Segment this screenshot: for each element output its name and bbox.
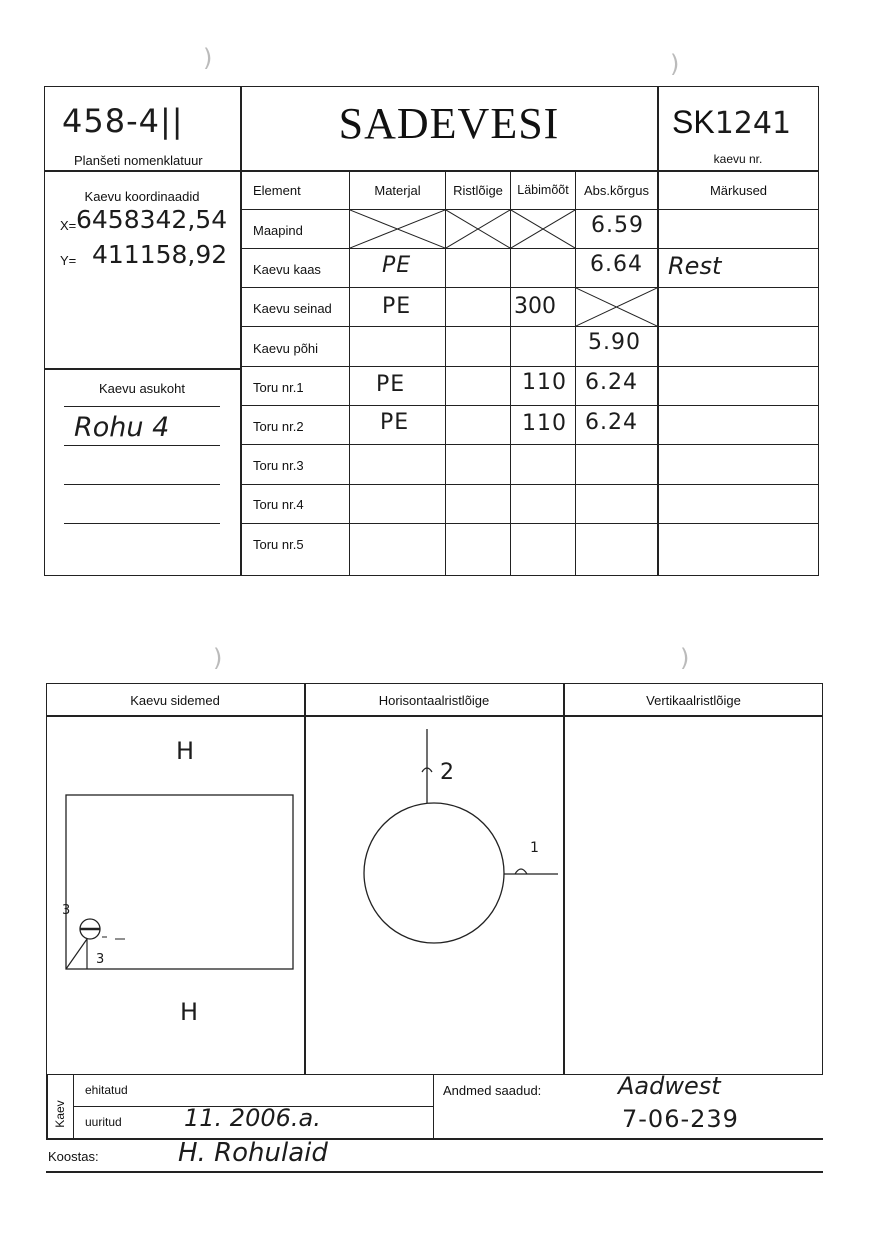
- cell-markused-kaas: Rest: [668, 252, 722, 280]
- surveyed-value: 11. 2006.a.: [184, 1104, 321, 1132]
- cell-labimoot-toru1: 110: [522, 370, 567, 395]
- table-row-label: Toru nr.1: [253, 380, 304, 395]
- punch-hole-mark: ): [670, 50, 680, 78]
- sidemed-distance-b: 3: [96, 952, 106, 967]
- table-row-label: Toru nr.4: [253, 497, 304, 512]
- compiled-label: Koostas:: [48, 1149, 99, 1164]
- sidemed-sketch: [47, 717, 303, 1073]
- well-code: [672, 104, 791, 141]
- col-header-labimoot: Läbimõõt: [517, 183, 569, 197]
- table-row-label: Toru nr.3: [253, 458, 304, 473]
- cell-materjal-toru1: PE: [376, 372, 406, 397]
- cell-abs-toru2: 6.24: [585, 410, 638, 435]
- table-row-label: Maapind: [253, 223, 303, 238]
- table-row-label: Kaevu seinad: [253, 301, 332, 316]
- coordinates-label: Kaevu koordinaadid: [84, 189, 200, 204]
- col-header-ristloige: Ristlõige: [453, 183, 503, 198]
- cell-abs-kaas: 6.64: [590, 252, 643, 277]
- cell-abs-pohi: 5.90: [588, 330, 641, 355]
- location-label: Kaevu asukoht: [98, 381, 185, 396]
- crossed-cell: [576, 288, 657, 326]
- cell-abs-maapind: 6.59: [591, 213, 644, 238]
- horizontal-section-sketch: [305, 717, 562, 1073]
- punch-hole-mark: ): [213, 644, 223, 672]
- sidemed-distance-a: 3: [62, 903, 72, 918]
- sketch-header-sidemed: Kaevu sidemed: [130, 693, 220, 708]
- table-row-label: Kaevu kaas: [253, 262, 321, 277]
- kaev-side-label: Kaev: [53, 1100, 67, 1128]
- col-header-element: Element: [253, 183, 301, 198]
- table-row-label: Toru nr.2: [253, 419, 304, 434]
- sidemed-bottom-mark: H: [180, 998, 200, 1026]
- col-header-abs-korgus: Abs.kõrgus: [583, 183, 650, 198]
- cell-materjal-toru2: PE: [380, 410, 410, 435]
- x-prefix: X=: [60, 218, 77, 233]
- cell-labimoot-toru2: 110: [522, 411, 567, 436]
- cell-labimoot-seinad: 300: [514, 294, 556, 319]
- well-code-prefix: SK: [672, 104, 715, 140]
- table-row-label: Toru nr.5: [253, 537, 304, 552]
- cell-materjal-kaas: PE: [382, 253, 412, 278]
- sketch-header-horisontaal: Horisontaalristlõige: [378, 693, 490, 708]
- location-value: Rohu 4: [74, 412, 170, 443]
- crossed-cell: [350, 210, 445, 248]
- crossed-cell: [511, 210, 575, 248]
- nomenclature-label: Planšeti nomenklatuur: [74, 153, 203, 168]
- col-header-markused: Märkused: [709, 183, 768, 198]
- x-coordinate-value: 6458342,54: [76, 205, 228, 234]
- surveyed-label: uuritud: [85, 1115, 122, 1129]
- punch-hole-mark: ): [203, 44, 213, 72]
- punch-hole-mark: ): [680, 644, 690, 672]
- data-received-code: 7-06-239: [622, 1105, 739, 1133]
- well-number-label: kaevu nr.: [713, 152, 763, 166]
- y-prefix: Y=: [60, 253, 77, 268]
- built-label: ehitatud: [85, 1083, 128, 1097]
- page-title: SADEVESI: [338, 99, 560, 148]
- y-coordinate-value: 411158,92: [92, 240, 228, 269]
- col-header-materjal: Materjal: [374, 183, 421, 198]
- sketch-header-vertikaal: Vertikaalristlõige: [646, 693, 741, 708]
- sidemed-top-mark: H: [176, 737, 196, 765]
- cell-materjal-seinad: PE: [382, 294, 412, 319]
- cell-abs-toru1: 6.24: [585, 370, 638, 395]
- pipe-1-label: 1: [530, 840, 540, 856]
- table-row-label: Kaevu põhi: [253, 341, 319, 356]
- well-code-number: 1241: [714, 106, 792, 141]
- compiled-value: H. Rohulaid: [178, 1138, 328, 1168]
- data-received-label: Andmed saadud:: [443, 1083, 542, 1098]
- data-received-value: Aadwest: [618, 1072, 721, 1100]
- nomenclature-value: 458-4||: [62, 102, 184, 140]
- pipe-2-label: 2: [440, 760, 455, 785]
- crossed-cell: [446, 210, 510, 248]
